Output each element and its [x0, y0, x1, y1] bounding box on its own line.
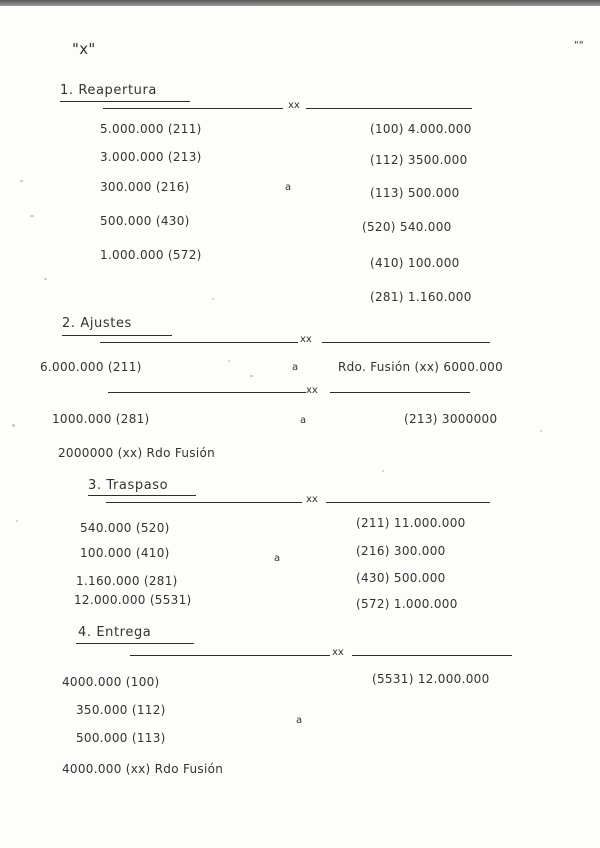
scan-speck	[12, 424, 15, 427]
scan-speck	[382, 470, 384, 472]
s1-credit-line: (410) 100.000	[370, 256, 460, 270]
s2-debit-line: 2000000 (xx) Rdo Fusión	[58, 446, 216, 460]
section-4-rule-right	[352, 655, 512, 656]
s3-debit-line: 100.000 (410)	[80, 546, 170, 560]
section-2-xx-1: xx	[300, 334, 312, 345]
s4-debit-line: 4000.000 (100)	[62, 675, 160, 689]
section-4-title-underline	[76, 643, 194, 644]
s3-debit-line: 540.000 (520)	[80, 521, 170, 535]
s3-debit-line: 1.160.000 (281)	[76, 574, 178, 588]
s2-debit-line: 1000.000 (281)	[52, 412, 150, 426]
s1-debit-line: 300.000 (216)	[100, 180, 190, 194]
scan-speck	[30, 215, 34, 217]
s2-credit-line: (213) 3000000	[404, 412, 498, 426]
s1-debit-line: 3.000.000 (213)	[100, 150, 202, 164]
s1-debit-line: 1.000.000 (572)	[100, 248, 202, 262]
section-2-title-underline	[62, 335, 172, 336]
s3-credit-line: (211) 11.000.000	[356, 516, 466, 530]
section-3-title: 3. Traspaso	[88, 478, 169, 493]
s3-connector: a	[274, 553, 281, 564]
s2-credit-line: Rdo. Fusión (xx) 6000.000	[338, 360, 504, 374]
section-2-xx-2: xx	[306, 385, 318, 396]
scan-speck	[212, 298, 214, 300]
scan-speck	[20, 180, 23, 182]
s3-debit-line: 12.000.000 (5531)	[74, 593, 192, 607]
s2-connector-2: a	[300, 415, 307, 426]
s1-credit-line: (112) 3500.000	[370, 153, 468, 167]
section-1-xx: xx	[288, 100, 300, 111]
scan-speck	[228, 360, 230, 362]
section-2-rule-right-2	[330, 392, 470, 393]
s1-credit-line: (100) 4.000.000	[370, 122, 472, 136]
s1-debit-line: 500.000 (430)	[100, 214, 190, 228]
s4-debit-line: 500.000 (113)	[76, 731, 166, 745]
scan-speck	[16, 520, 18, 522]
section-3-xx: xx	[306, 494, 318, 505]
s2-debit-line: 6.000.000 (211)	[40, 360, 142, 374]
s2-connector-1: a	[292, 362, 299, 373]
section-3-title-underline	[88, 495, 196, 496]
scan-speck	[540, 430, 542, 432]
section-1-title: 1. Reapertura	[60, 83, 157, 98]
s4-debit-line: 4000.000 (xx) Rdo Fusión	[62, 762, 224, 776]
s3-credit-line: (430) 500.000	[356, 571, 446, 585]
scan-speck	[44, 278, 47, 280]
section-2-rule-left-2	[108, 392, 306, 393]
section-3-rule-left	[106, 502, 302, 503]
s1-debit-line: 5.000.000 (211)	[100, 122, 202, 136]
section-4-title: 4. Entrega	[78, 625, 152, 640]
s3-credit-line: (216) 300.000	[356, 544, 446, 558]
corner-mark: ""	[574, 40, 584, 51]
s1-credit-line: (520) 540.000	[362, 220, 452, 234]
s4-connector: a	[296, 715, 303, 726]
section-3-rule-right	[326, 502, 490, 503]
header-mark: "x"	[72, 40, 96, 58]
s1-credit-line: (113) 500.000	[370, 186, 460, 200]
section-1-rule-right	[306, 108, 472, 109]
s4-credit-line: (5531) 12.000.000	[372, 672, 490, 686]
scan-top-edge	[0, 0, 600, 6]
section-2-title: 2. Ajustes	[62, 316, 132, 331]
section-2-rule-right	[322, 342, 490, 343]
section-4-rule-left	[130, 655, 330, 656]
s1-credit-line: (281) 1.160.000	[370, 290, 472, 304]
s1-connector: a	[285, 182, 292, 193]
s3-credit-line: (572) 1.000.000	[356, 597, 458, 611]
section-4-xx: xx	[332, 647, 344, 658]
section-1-rule-left	[103, 108, 283, 109]
scan-speck	[250, 375, 253, 377]
section-1-title-underline	[60, 101, 190, 102]
s4-debit-line: 350.000 (112)	[76, 703, 166, 717]
section-2-rule-left	[100, 342, 298, 343]
